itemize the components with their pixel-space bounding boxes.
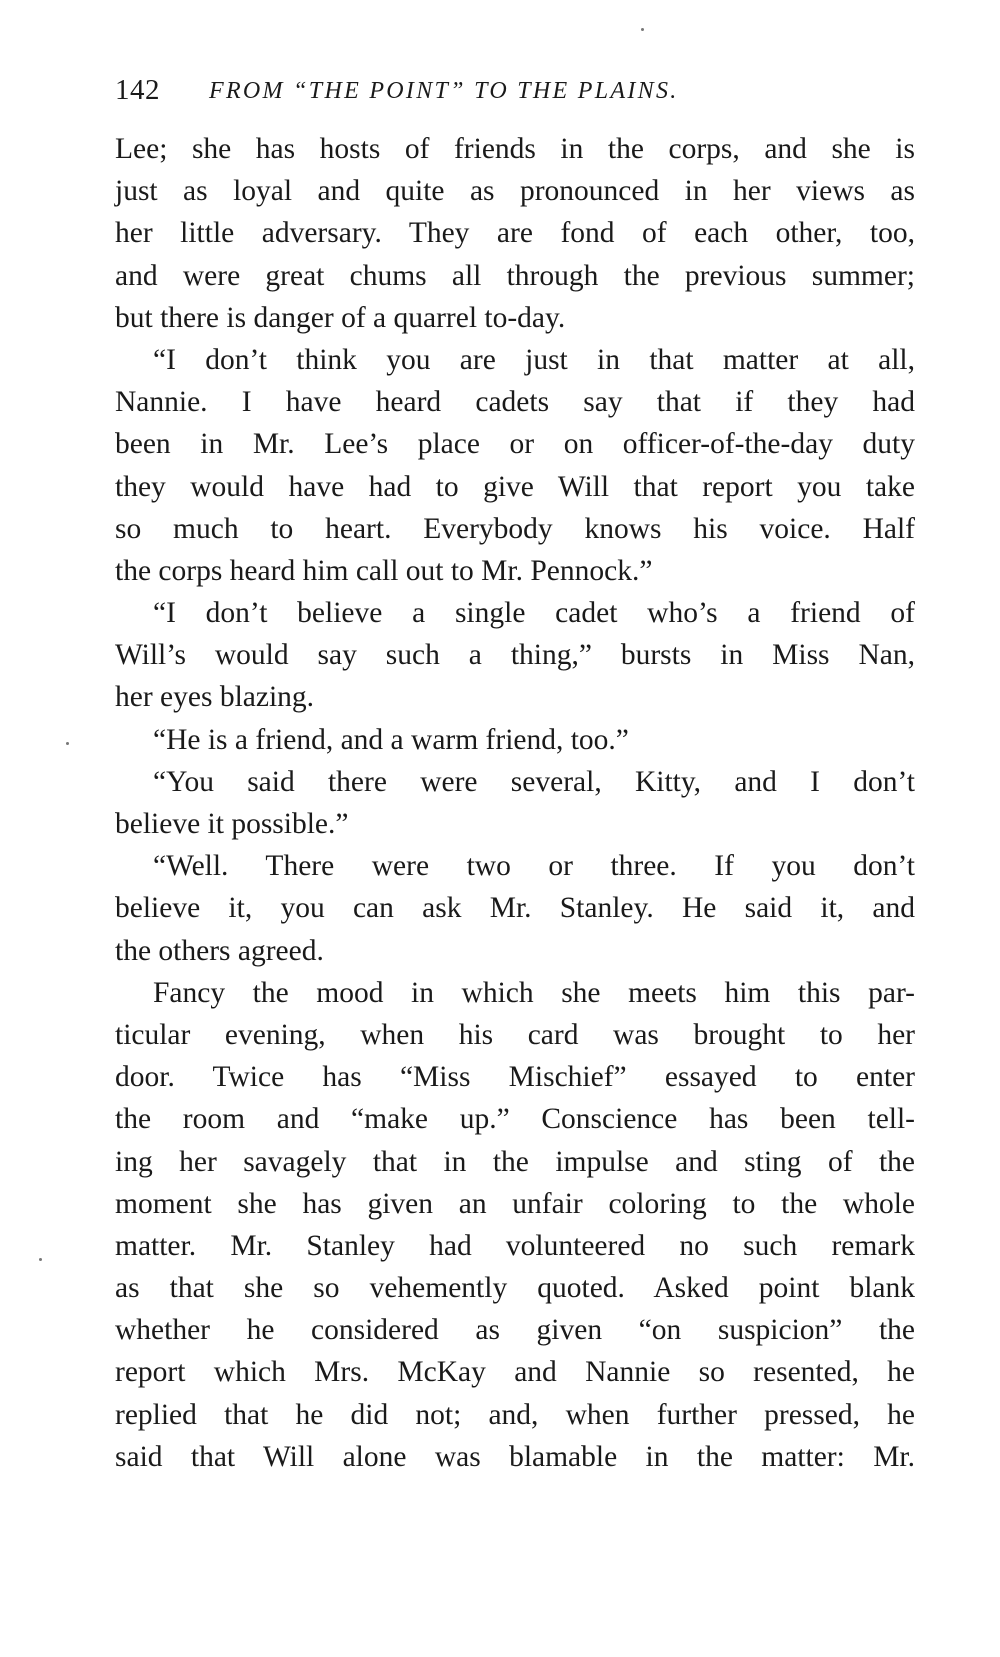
text-line: so much to heart. Everybody knows his voice. Half	[115, 512, 915, 545]
text-line: Will’s would say such a thing,” bursts in Miss Nan,	[115, 639, 915, 672]
text-line: the others agreed.	[115, 934, 324, 967]
text-line: “I don’t think you are just in that matter at all,	[153, 343, 915, 376]
text-line: “You said there were several, Kitty, and I don’t	[153, 765, 915, 798]
text-line: Lee; she has hosts of friends in the corps, and she is	[115, 133, 915, 165]
page-header	[115, 70, 915, 114]
text-line: replied that he did not; and, when further pressed, he	[115, 1398, 915, 1431]
text-line: believe it possible.”	[115, 808, 349, 840]
text-line: report which Mrs. McKay and Nannie so resented, he	[115, 1356, 915, 1389]
text-line: matter. Mr. Stanley had volunteered no such remark	[115, 1229, 915, 1262]
running-head: FROM “THE POINT” TO THE PLAINS.	[209, 78, 679, 104]
text-line: and were great chums all through the previous summer;	[115, 259, 915, 292]
text-line: her eyes blazing.	[115, 681, 315, 714]
text-line: they would have had to give Will that report you take	[115, 470, 915, 503]
text-line: “I don’t believe a single cadet who’s a friend of	[153, 597, 915, 630]
scan-speck	[66, 742, 69, 745]
scan-speck	[641, 28, 644, 31]
body-text	[115, 128, 915, 1478]
text-line: Nannie. I have heard cadets say that if they had	[115, 386, 915, 419]
text-line: just as loyal and quite as pronounced in her views as	[115, 175, 915, 208]
text-line: been in Mr. Lee’s place or on officer-of-the-day duty	[115, 428, 915, 461]
text-line: door. Twice has “Miss Mischief” essayed to enter	[115, 1061, 915, 1094]
text-line: moment she has given an unfair coloring to the whole	[115, 1187, 915, 1220]
text-line: Fancy the mood in which she meets him this par-	[153, 976, 915, 1009]
scan-speck	[39, 1258, 42, 1261]
text-line: ing her savagely that in the impulse and sting of the	[115, 1145, 915, 1178]
text-line: “Well. There were two or three. If you don’t	[153, 850, 915, 883]
text-line: ticular evening, when his card was brought to her	[115, 1018, 915, 1051]
text-line: the corps heard him call out to Mr. Pennock.”	[115, 554, 653, 587]
text-line: said that Will alone was blamable in the matter: Mr.	[115, 1440, 915, 1473]
text-line: whether he considered as given “on suspicion” the	[115, 1314, 915, 1347]
text-line: but there is danger of a quarrel to-day.	[115, 301, 566, 334]
text-line: her little adversary. They are fond of each other, too,	[115, 217, 915, 250]
page-number: 142	[115, 74, 160, 106]
text-line: “He is a friend, and a warm friend, too.”	[153, 723, 629, 756]
text-line: believe it, you can ask Mr. Stanley. He said it, and	[115, 892, 915, 925]
text-line: as that she so vehemently quoted. Asked point blank	[115, 1272, 915, 1305]
text-line: the room and “make up.” Conscience has been tell-	[115, 1103, 915, 1136]
